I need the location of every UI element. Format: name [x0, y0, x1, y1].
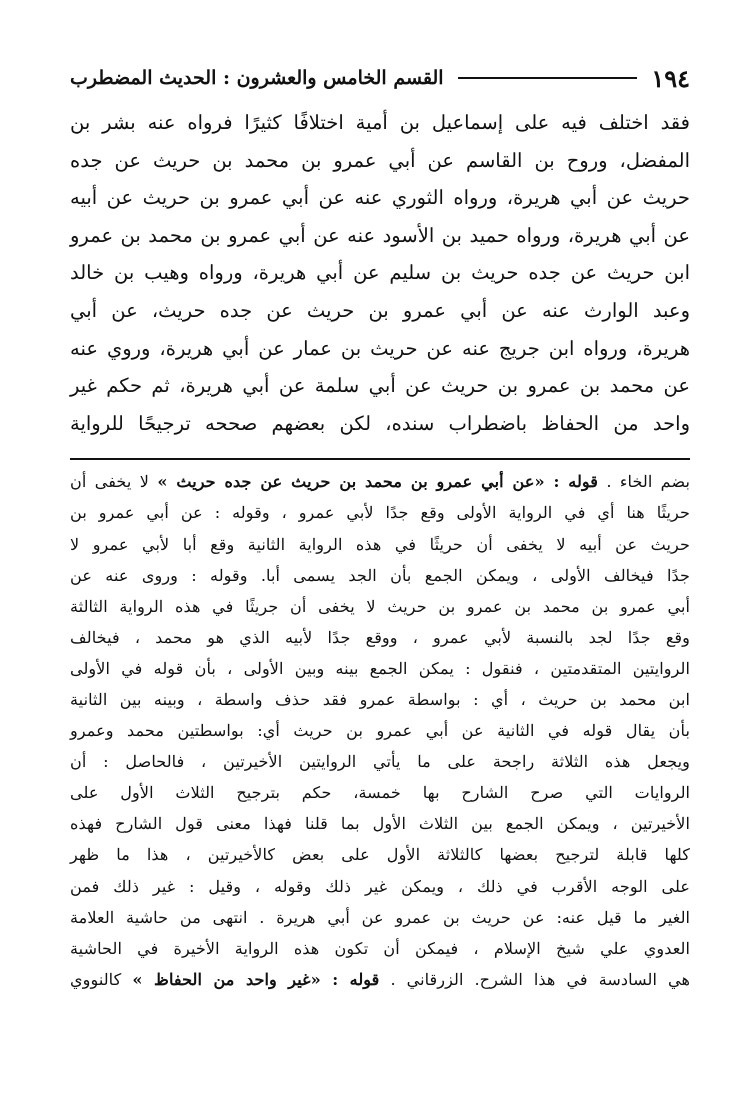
chapter-title: القسم الخامس والعشرون : الحديث المضطرب [70, 67, 444, 89]
footnote-line: كلها قابلة لترجيح بعضها كالثلاثة الأول على بعض كالأخيرتين ، هذا ما ظهر [70, 845, 690, 865]
footnote-divider [70, 458, 690, 460]
main-text-line: ابن حريث عن جده حريث بن سليم عن أبي هريرة، ورواه وهيب بن خالد [70, 261, 690, 285]
header-rule [458, 77, 638, 79]
footnote-line [70, 466, 690, 497]
footnote-prefix: هي السادسة في هذا الشرح. الزرقاني . [390, 969, 690, 989]
footnote-rest: لا يخفى أن [70, 472, 149, 492]
footnote-text [70, 466, 690, 995]
main-text-line: المفضل، وروح بن القاسم عن أبي عمرو بن محمد بن حريث عن جده [70, 148, 690, 172]
footnote-line: العدوي علي شيخ الإسلام ، فيمكن أن تكون هذه الرواية الأخيرة في الحاشية [70, 938, 690, 958]
main-text-line: هريرة، ورواه ابن جريج عنه عن حريث بن عمار عن أبي هريرة، وروي عنه [70, 336, 690, 360]
page-number: ١٩٤ [651, 63, 690, 93]
footnote-line: على الوجه الأقرب في ذلك ، ويمكن غير ذلك وقوله ، وقيل : غير ذلك فمن [70, 876, 690, 896]
main-text-line: عن محمد بن عمرو بن حريث عن أبي سلمة عن أبي هريرة، ثم حكم غير [70, 374, 690, 398]
main-text-line: وعبد الوارث عنه عن أبي عمرو بن حريث عن جده حريث، عن أبي [70, 298, 690, 322]
footnote-line: حريث عن أبيه لا يخفى أن حريثًا في هذه الرواية الثانية وقع أبا لأبي عمرو لا [70, 534, 690, 554]
footnote-prefix: بضم الخاء . [606, 472, 690, 492]
footnote-quote: قوله : «عن أبي عمرو بن محمد بن حريث عن جده حريث » [157, 472, 599, 492]
footnote-line [70, 964, 690, 995]
main-text [70, 104, 690, 442]
footnote-line: الروايتين المتقدمتين ، فنقول : يمكن الجمع بينه وبين الأولى ، بأن قوله في الأولى [70, 658, 690, 678]
book-page [70, 58, 690, 995]
main-text-line: حريث عن أبي هريرة، ورواه الثوري عنه عن أبي عمرو بن حريث عن أبيه [70, 186, 690, 210]
main-text-line: فقد اختلف فيه على إسماعيل بن أمية اختلافًا كثيرًا فرواه عنه بشر بن [70, 111, 690, 134]
footnote-line: جدًا فيخالف الأولى ، ويمكن الجمع بأن الجد يسمى أبا. وقوله : وروى عنه عن [70, 565, 690, 585]
footnote-line: وقع جدًا لجد بالنسبة لأبي عمرو ، ووقع جدًا لأبيه الذي هو محمد ، فيخالف [70, 627, 690, 647]
footnote-line: الروايات التي صرح الشارح بها خمسة، حكم بترجيح الثلاث الأول على [70, 783, 690, 803]
page-header [70, 58, 690, 98]
main-text-line: عن أبي هريرة، ورواه حميد بن الأسود عنه عن أبي عمرو بن محمد بن عمرو [70, 223, 690, 247]
main-text-line: واحد من الحفاظ باضطراب سنده، لكن بعضهم صححه ترجيحًا للرواية [70, 411, 690, 435]
footnote-line: ابن محمد بن حريث ، أي : بواسطة عمرو فقد حذف واسطة ، وبينه بين الثانية [70, 690, 690, 709]
footnote-line: بأن يقال قوله في الثانية عن أبي عمرو بن حريث أي: بواسطتين محمد وعمرو [70, 721, 690, 741]
footnote-quote: قوله : «غير واحد من الحفاظ » [132, 969, 380, 989]
footnote-line: حريثًا هنا أي في الرواية الأولى وقع جدًا لأبي عمرو ، وقوله : عن أبي عمرو بن [70, 503, 690, 523]
footnote-line: الأخيرتين ، ويمكن الجمع بين الثلاث الأول بما قلنا فهذا معنى قول الشارح فهذه [70, 814, 690, 834]
footnote-line: أبي عمرو بن محمد بن عمرو بن حريث لا يخفى أن جريثًا في هذه الرواية الثالثة [70, 596, 690, 616]
footnote-rest: كالنووي [70, 969, 122, 989]
footnote-line: ويجعل هذه الثلاثة راجحة على ما يأتي الروايتين الأخيرتين ، فالحاصل : أن [70, 752, 690, 772]
footnote-line: الغير ما قيل عنه: عن حريث بن عمرو عن أبي هريرة . انتهى من حاشية العلامة [70, 907, 690, 927]
